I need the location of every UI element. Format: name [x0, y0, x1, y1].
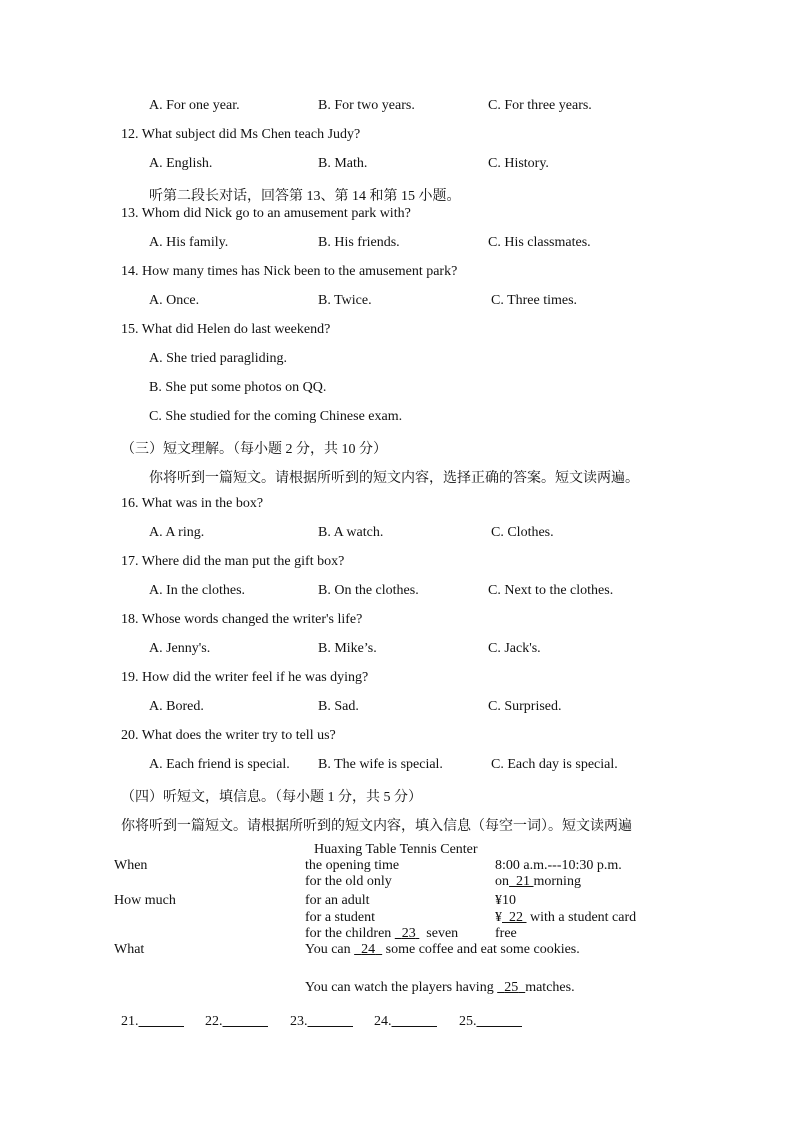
- q13-option-b: B. His friends.: [318, 235, 400, 250]
- q13-option-c: C. His classmates.: [488, 235, 591, 250]
- morning-text: morning: [533, 874, 581, 889]
- yen-sign: ¥: [495, 910, 502, 925]
- matches-text: matches.: [525, 980, 575, 995]
- q12-option-a: A. English.: [149, 156, 213, 171]
- part3-instruction: 你将听到一篇短文。请根据所听到的短文内容，选择正确的答案。短文读两遍。: [149, 471, 639, 486]
- watch-text: You can watch the players having: [305, 980, 494, 995]
- coffee-line: [305, 942, 580, 958]
- section2-instruction: 听第二段长对话，回答第 13、第 14 和第 15 小题。: [149, 189, 461, 204]
- q11-option-b: B. For two years.: [318, 98, 415, 113]
- blank-24: 24: [361, 942, 376, 957]
- q13-option-a: A. His family.: [149, 235, 229, 250]
- q17-option-a: A. In the clothes.: [149, 583, 246, 598]
- coffee-text: some coffee and eat some cookies.: [385, 942, 580, 957]
- seven-text: seven: [426, 926, 459, 941]
- part4-instruction: 你将听到一篇短文。请根据所听到的短文内容，填入信息（每空一词）。短文读两遍: [121, 819, 632, 834]
- part4-title: （四）听短文，填信息。（每小题 1 分，共 5 分）: [121, 790, 422, 805]
- old-only-value: [495, 874, 581, 890]
- student-price: [495, 910, 636, 926]
- opening-time-label: the opening time: [305, 858, 400, 873]
- children-label: [305, 926, 458, 942]
- student-label: for a student: [305, 910, 375, 925]
- children-price: free: [495, 926, 517, 941]
- q17-option-c: C. Next to the clothes.: [488, 583, 614, 598]
- q16-option-a: A. A ring.: [149, 525, 205, 540]
- blank-23: 23: [401, 926, 416, 941]
- q12-option-b: B. Math.: [318, 156, 368, 171]
- q15-option-b: B. She put some photos on QQ.: [149, 380, 327, 395]
- q15-option-c: C. She studied for the coming Chinese exam.: [149, 409, 403, 424]
- q13-stem: 13. Whom did Nick go to an amusement park with?: [121, 206, 411, 221]
- adult-price: ¥10: [495, 893, 516, 908]
- q18-option-b: B. Mike’s.: [318, 641, 377, 656]
- q11-option-a: A. For one year.: [149, 98, 240, 113]
- q18-option-a: A. Jenny's.: [149, 641, 211, 656]
- blank-25: 25: [504, 980, 519, 995]
- answer-22: 22.: [205, 1014, 223, 1029]
- part3-title: （三）短文理解。（每小题 2 分，共 10 分）: [121, 442, 387, 457]
- on-text: on: [495, 874, 509, 889]
- q17-stem: 17. Where did the man put the gift box?: [121, 554, 345, 569]
- q19-option-a: A. Bored.: [149, 699, 204, 714]
- student-card-text: with a student card: [530, 910, 637, 925]
- q16-stem: 16. What was in the box?: [121, 496, 264, 511]
- q12-option-c: C. History.: [488, 156, 549, 171]
- old-only-label: for the old only: [305, 874, 392, 889]
- answer-23: 23.: [290, 1014, 308, 1029]
- q20-option-a: A. Each friend is special.: [149, 757, 290, 772]
- q14-option-b: B. Twice.: [318, 293, 372, 308]
- q14-stem: 14. How many times has Nick been to the amusement park?: [121, 264, 458, 279]
- q16-option-c: C. Clothes.: [491, 525, 554, 540]
- q17-option-b: B. On the clothes.: [318, 583, 419, 598]
- row-label-what: What: [114, 942, 145, 957]
- q14-option-a: A. Once.: [149, 293, 200, 308]
- children-text: for the children: [305, 926, 392, 941]
- row-label-how-much: How much: [114, 893, 176, 908]
- q18-option-c: C. Jack's.: [488, 641, 541, 656]
- q18-stem: 18. Whose words changed the writer's life?: [121, 612, 363, 627]
- q20-option-b: B. The wife is special.: [318, 757, 443, 772]
- q12-stem: 12. What subject did Ms Chen teach Judy?: [121, 127, 361, 142]
- answer-24: 24.: [374, 1014, 392, 1029]
- q14-option-c: C. Three times.: [491, 293, 578, 308]
- blank-22: 22: [509, 910, 523, 925]
- blank-21: 21: [516, 874, 530, 889]
- row-label-when: When: [114, 858, 148, 873]
- adult-label: for an adult: [305, 893, 370, 908]
- q11-option-c: C. For three years.: [488, 98, 592, 113]
- table-title: Huaxing Table Tennis Center: [314, 842, 478, 857]
- q15-option-a: A. She tried paragliding.: [149, 351, 288, 366]
- q19-option-c: C. Surprised.: [488, 699, 562, 714]
- you-can-text: You can: [305, 942, 351, 957]
- q15-stem: 15. What did Helen do last weekend?: [121, 322, 331, 337]
- answer-25: 25.: [459, 1014, 477, 1029]
- q20-stem: 20. What does the writer try to tell us?: [121, 728, 336, 743]
- q19-stem: 19. How did the writer feel if he was dying?: [121, 670, 369, 685]
- q19-option-b: B. Sad.: [318, 699, 359, 714]
- q16-option-b: B. A watch.: [318, 525, 384, 540]
- opening-time-value: 8:00 a.m.---10:30 p.m.: [495, 858, 622, 873]
- watch-line: [305, 980, 575, 996]
- q20-option-c: C. Each day is special.: [491, 757, 618, 772]
- answer-21: 21.: [121, 1014, 139, 1029]
